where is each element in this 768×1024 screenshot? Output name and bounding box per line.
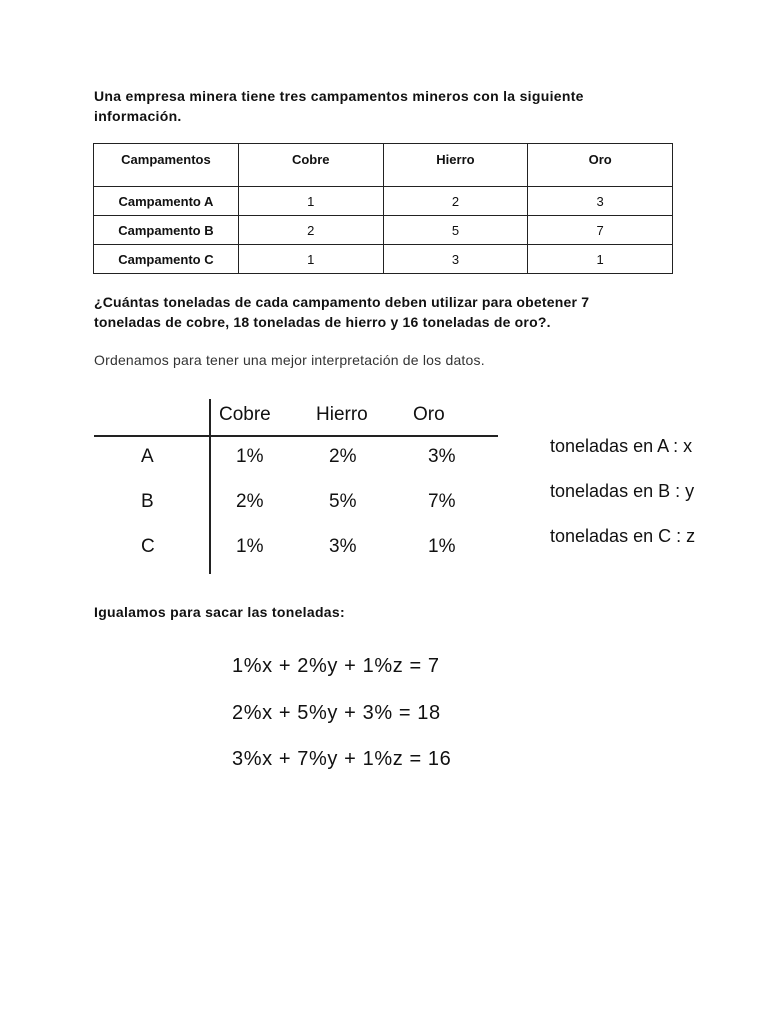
column-header-cobre: Cobre — [219, 404, 271, 425]
table-cell: 1 — [238, 187, 383, 216]
variable-a: toneladas en A : x — [550, 436, 693, 456]
table-header-cell: Oro — [528, 144, 673, 187]
order-text: Ordenamos para tener una mejor interpretación de los datos. — [94, 352, 485, 368]
data-cell: 2% — [329, 446, 357, 467]
table-cell: 2 — [383, 187, 528, 216]
data-cell: 1% — [236, 446, 264, 467]
table-header-cell: Hierro — [383, 144, 528, 187]
variable-c: toneladas en C : z — [550, 526, 696, 546]
table-cell: 2 — [238, 216, 383, 245]
column-header-oro: Oro — [413, 404, 445, 425]
table-header-cell: Cobre — [238, 144, 383, 187]
intro-line-1: Una empresa minera tiene tres campamentos mineros con la siguiente — [94, 88, 584, 104]
data-cell: 3% — [329, 536, 357, 557]
table-header-cell: Campamentos — [94, 144, 239, 187]
table-cell: 5 — [383, 216, 528, 245]
equation-2: 2%x + 5%y + 3% = 18 — [232, 702, 441, 724]
table-cell: 3 — [528, 187, 673, 216]
table-cell: 1 — [528, 245, 673, 274]
table-row — [94, 245, 673, 274]
table-cell: 3 — [383, 245, 528, 274]
table-header-row — [94, 144, 673, 187]
table-row — [94, 187, 673, 216]
data-cell: 3% — [428, 446, 456, 467]
campamentos-table — [93, 143, 673, 274]
intro-line-2: información. — [94, 108, 182, 124]
row-label-b: B — [141, 491, 154, 512]
row-label-a: A — [141, 446, 154, 467]
data-cell: 1% — [236, 536, 264, 557]
horizontal-divider — [94, 435, 498, 437]
table-cell: 1 — [238, 245, 383, 274]
row-label-c: C — [141, 536, 155, 557]
row-label: Campamento B — [94, 216, 239, 245]
question-line-2: toneladas de cobre, 18 toneladas de hierro y 16 toneladas de oro?. — [94, 314, 551, 330]
data-cell: 2% — [236, 491, 264, 512]
equation-3: 3%x + 7%y + 1%z = 16 — [232, 748, 452, 770]
row-label: Campamento C — [94, 245, 239, 274]
variable-b: toneladas en B : y — [550, 481, 695, 501]
intro-paragraph — [94, 86, 654, 126]
data-cell: 5% — [329, 491, 357, 512]
column-header-hierro: Hierro — [316, 404, 368, 425]
equation-1: 1%x + 2%y + 1%z = 7 — [232, 655, 440, 677]
data-cell: 7% — [428, 491, 456, 512]
row-label: Campamento A — [94, 187, 239, 216]
table-cell: 7 — [528, 216, 673, 245]
table-row — [94, 216, 673, 245]
equate-heading: Igualamos para sacar las toneladas: — [94, 604, 345, 620]
vertical-divider — [209, 399, 211, 574]
data-cell: 1% — [428, 536, 456, 557]
question-paragraph — [94, 292, 674, 332]
question-line-1: ¿Cuántas toneladas de cada campamento deben utilizar para obetener 7 — [94, 294, 590, 310]
